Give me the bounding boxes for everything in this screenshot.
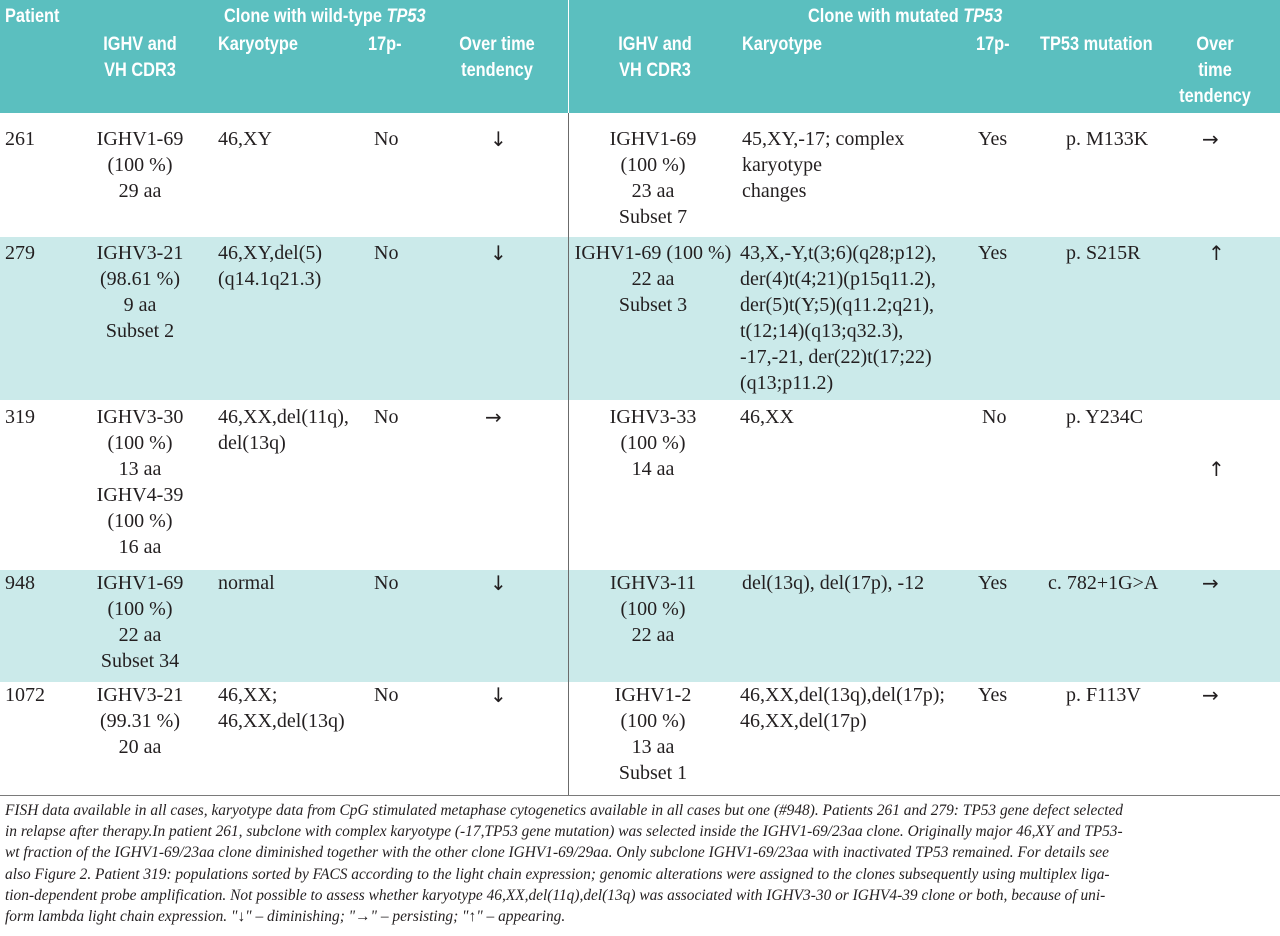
table-row xyxy=(0,237,1280,400)
header-wildtype-group: Clone with wild-type TP53 xyxy=(224,6,426,27)
mut-ighv: IGHV3-33 (100 %) 14 aa xyxy=(609,406,697,480)
footnote-line: FISH data available in all cases, karyotype data from CpG stimulated metaphase cytogenetics available in all cases but one (#948). Patients 261 and 279: TP53 gene defect selected xyxy=(5,802,1124,819)
header-patient: Patient xyxy=(5,6,60,27)
header-mut-17p: 17p- xyxy=(976,34,1010,55)
footnote-line: wt fraction of the IGHV1-69/23aa clone diminished together with the other clone IGHV1-69/29aa. Only subclone IGHV1-69/23aa with inactivated TP53 remained. For details see xyxy=(5,844,1109,862)
column-group-divider xyxy=(568,113,569,795)
header-mut-ighv: IGHV and VH CDR3 xyxy=(618,34,692,81)
wt-karyotype: 46,XX,del(11q), del(13q) xyxy=(218,406,349,454)
mut-karyotype: 46,XX,del(13q),del(17p); 46,XX,del(17p) xyxy=(740,684,945,732)
wt-karyotype: 46,XY,del(5) (q14.1q21.3) xyxy=(218,242,323,290)
header-mut-overtime: Over time tendency xyxy=(1179,34,1251,107)
footnote-line: form lambda light chain expression. "↓" – diminishing; "→" – persisting; "↑" – appearing. xyxy=(5,908,566,926)
mut-ighv: IGHV1-69 (100 %) 23 aa Subset 7 xyxy=(609,128,697,228)
mut-trend-arrow: → xyxy=(1202,127,1219,151)
wt-karyotype: normal xyxy=(218,572,275,594)
wt-trend-arrow: ↓ xyxy=(490,683,507,707)
table-bottom-rule xyxy=(0,795,1280,796)
mut-tp53: p. Y234C xyxy=(1066,406,1144,428)
wt-17p: No xyxy=(374,406,399,428)
mut-tp53: p. F113V xyxy=(1066,684,1141,706)
table-footnote xyxy=(5,800,1273,927)
mut-trend-arrow: → xyxy=(1202,571,1219,595)
mut-trend-arrow: → xyxy=(1202,683,1219,707)
table-row xyxy=(0,113,1280,237)
footnote-line: also Figure 2. Patient 319: populations sorted by FACS according to the light chain expression; genomic alterations were assigned to the clones subsequently using multiplex liga- xyxy=(5,865,1110,883)
mut-tp53: p. S215R xyxy=(1066,242,1141,264)
wt-trend-arrow: ↓ xyxy=(490,571,507,595)
wt-trend-arrow: ↓ xyxy=(490,127,507,151)
wt-17p: No xyxy=(374,242,399,264)
wt-ighv: IGHV1-69 (100 %) 22 aa Subset 34 xyxy=(96,572,184,672)
table-row xyxy=(0,400,1280,570)
wt-17p: No xyxy=(374,128,399,150)
wt-trend-arrow: → xyxy=(485,405,502,429)
wt-17p: No xyxy=(374,572,399,594)
header-mut-karyotype: Karyotype xyxy=(742,34,822,55)
patient-id: 279 xyxy=(5,242,35,264)
header-wt-karyotype: Karyotype xyxy=(218,34,298,55)
mut-trend-arrow: ↑ xyxy=(1208,457,1225,481)
mut-ighv: IGHV3-11 (100 %) 22 aa xyxy=(610,572,696,646)
mut-17p: Yes xyxy=(978,684,1008,706)
header-wt-overtime: Over time tendency xyxy=(459,34,535,81)
wt-karyotype: 46,XY xyxy=(218,128,272,150)
mut-karyotype: 45,XY,-17; complex karyotype changes xyxy=(742,128,905,202)
mut-17p: No xyxy=(982,406,1007,428)
patient-id: 319 xyxy=(5,406,35,428)
wt-karyotype: 46,XX; 46,XX,del(13q) xyxy=(218,684,345,732)
wt-17p: No xyxy=(374,684,399,706)
footnote-line: tion-dependent probe amplification. Not possible to assess whether karyotype 46,XX,del(11q),del(13q) was associated with IGHV3-30 or IGHV4-39 clone or both, because of uni- xyxy=(5,886,1106,904)
wt-ighv: IGHV3-21 (98.61 %) 9 aa Subset 2 xyxy=(96,242,184,342)
header-mut-tp53: TP53 mutation xyxy=(1040,34,1153,55)
patient-id: 1072 xyxy=(5,684,45,706)
wt-ighv: IGHV3-30 (100 %) 13 aa IGHV4-39 (100 %) 16 aa xyxy=(96,406,184,558)
mut-karyotype: 43,X,-Y,t(3;6)(q28;p12), der(4)t(4;21)(p15q11.2), der(5)t(Y;5)(q11.2;q21), t(12;14)(q13;q32.3), -17,-21, der(22)t(17;22) (q13;p11.2) xyxy=(740,242,937,394)
header-wt-ighv: IGHV and VH CDR3 xyxy=(103,34,177,81)
mut-17p: Yes xyxy=(978,242,1008,264)
patient-id: 261 xyxy=(5,128,35,150)
mut-17p: Yes xyxy=(978,572,1008,594)
mut-17p: Yes xyxy=(978,128,1008,150)
table-row xyxy=(0,682,1280,795)
table-row xyxy=(0,570,1280,682)
footnote-line: in relapse after therapy.In patient 261, subclone with complex karyotype (-17,TP53 gene mutation) was selected inside the IGHV1-69/23aa clone. Originally major 46,XY and TP53- xyxy=(5,823,1123,841)
table-header xyxy=(0,0,1280,113)
mut-tp53: p. M133K xyxy=(1066,128,1149,150)
mut-ighv: IGHV1-69 (100 %) 22 aa Subset 3 xyxy=(574,242,732,316)
wt-trend-arrow: ↓ xyxy=(490,241,507,265)
patient-id: 948 xyxy=(5,572,35,594)
mut-ighv: IGHV1-2 (100 %) 13 aa Subset 1 xyxy=(614,684,692,784)
mut-tp53: c. 782+1G>A xyxy=(1048,572,1159,594)
mut-karyotype: 46,XX xyxy=(740,406,794,428)
wt-ighv: IGHV3-21 (99.31 %) 20 aa xyxy=(96,684,184,758)
mut-karyotype: del(13q), del(17p), -12 xyxy=(742,572,925,594)
mut-trend-arrow: ↑ xyxy=(1208,241,1225,265)
header-wt-17p: 17p- xyxy=(368,34,402,55)
wt-ighv: IGHV1-69 (100 %) 29 aa xyxy=(96,128,184,202)
header-mutated-group: Clone with mutated TP53 xyxy=(808,6,1003,27)
